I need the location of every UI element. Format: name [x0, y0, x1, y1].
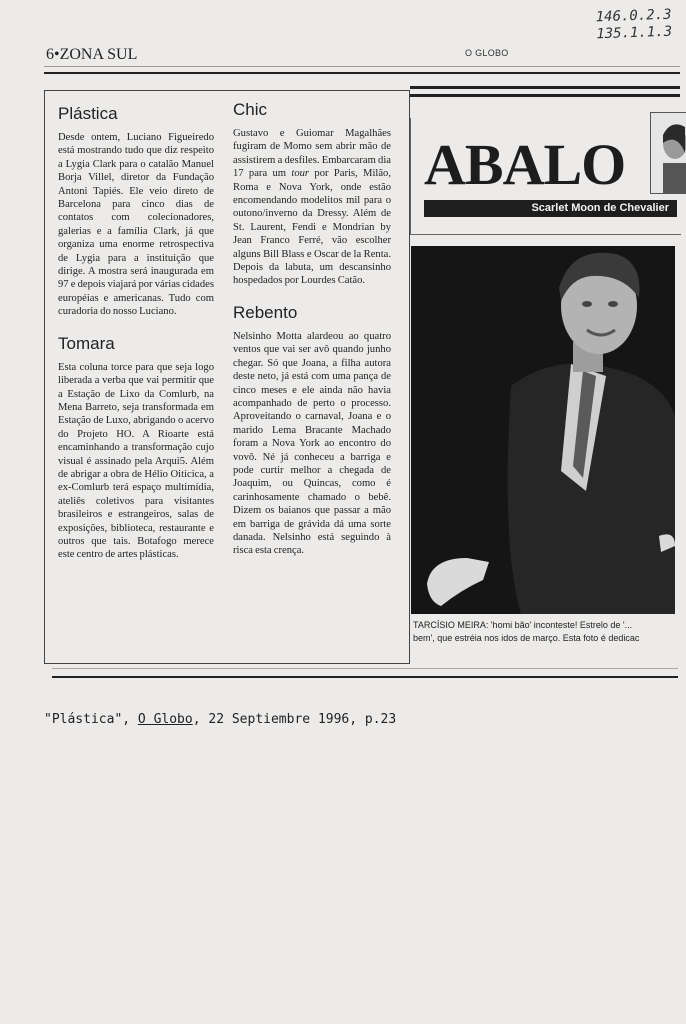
footer-rule-thin	[52, 668, 678, 669]
abalo-top-rules	[410, 86, 680, 102]
actor-photo-drawing	[411, 246, 675, 614]
chic-heading: Chic	[233, 100, 268, 119]
author-portrait-drawing	[651, 113, 686, 193]
tomara-heading: Tomara	[58, 333, 115, 353]
chic-text	[233, 127, 391, 288]
plastica-text: Desde ontem, Luciano Figueiredo está mostrando tudo que diz respeito a Lygia Clark para o catalão Manuel Borja Villel, diretor da Fundação Antoni Tapiés. Ele veio direto de Barcelona para cinco dias de contatos com colecionadores, galerias e a família Clark, já que organiza uma enorme retrospectiva de Lygia para a instituição que dirige. A mostra será inaugurada em 97 e depois viajará por várias cidades européias e americanas. Tudo com curadoria do nosso Luciano.	[58, 132, 214, 318]
middle-column	[233, 100, 391, 558]
chic-text-part-2: por Paris, Milão, Roma e Nova York, onde estão encomendando modelitos mil para o outono/inverno da Dressy. Além de St. Laurent, Fendi e Mondrian by Jean Franco Ferré, vão escolher alguns Bill Blass e Oscar de la Renta. Depois da labuta, um descansinho hospedados por Lourdes Catão.	[233, 168, 391, 287]
handwritten-reference	[596, 7, 673, 44]
footer-rule	[52, 676, 678, 678]
plastica-heading: Plástica	[58, 104, 118, 123]
actor-photo	[411, 246, 675, 614]
column-title: ABALO	[424, 132, 626, 197]
photo-caption-line-1: TARCÍSIO MEIRA: 'homi bão' inconteste! Estrelo de '...	[413, 620, 633, 630]
chic-text-italic: tour	[291, 168, 310, 180]
citation-date: , 22 Septiembre 1996, p.23	[192, 712, 397, 727]
photo-caption	[413, 619, 678, 645]
rebento-heading: Rebento	[233, 302, 298, 322]
header-rule	[44, 72, 680, 74]
citation-title: "Plástica",	[44, 712, 138, 727]
rebento-text: Nelsinho Motta alardeou ao quatro ventos que vai ser avô quando junho chegar. Só que Joana, a filha autora deste neto, já está com uma pança de cinco meses e ele ainda não havia acompanhado de perto o processo. Aproveitando o carnaval, Joana e o marido Lema Bracante Machado foram a Nova York ao encontro do vovô. Né já conheceu a barriga e pode curtir melhor a chegada de Joaquim, ou Quincas, como é carinhosamente chamado o bebê. Dizem os baianos que passar a mão em barriga de grávida dá uma sorte danada. Nelsinho está seguindo à risca esta crença.	[233, 330, 391, 557]
handwritten-line-1: 146.0.2.3	[595, 6, 672, 26]
author-byline: Scarlet Moon de Chevalier	[424, 200, 677, 217]
section-header: 6•ZONA SUL	[46, 46, 138, 63]
left-column	[58, 104, 214, 562]
chic-text-part-1: Gustavo e Guiomar Magalhães fugiram de Momo sem abrir mão de assistirem a desfiles. Embarcaram dia 17 para um	[233, 128, 391, 180]
tomara-text: Esta coluna torce para que seja logo liberada a verba que vai permitir que a Estação de Lixo da Comlurb, na Mena Barreto, seja transformada em Estação de Luxo, abrigando o acervo do Projeto HO. A Rioarte está encaminhando a transformação cujo visual é assinado pela Arqui5. Além de abrigar a obra de Hélio Oiticica, a ex-Comlurb terá espaço multimídia, ateliês coletivos para visitantes brasileiros e estrangeiros, salas de exposições, biblioteca, restaurante e outros que tais. Botafogo merece este centro de artes plásticas.	[58, 361, 214, 561]
author-portrait	[650, 112, 686, 194]
newspaper-name-header: O GLOBO	[465, 48, 509, 58]
photo-caption-line-2: bem', que estréia nos idos de março. Esta foto é dedicac	[413, 633, 640, 643]
header-rule-thin	[44, 66, 680, 67]
source-citation	[44, 712, 396, 727]
handwritten-line-2: 135.1.1.3	[596, 23, 673, 43]
citation-source: O Globo	[137, 712, 193, 727]
